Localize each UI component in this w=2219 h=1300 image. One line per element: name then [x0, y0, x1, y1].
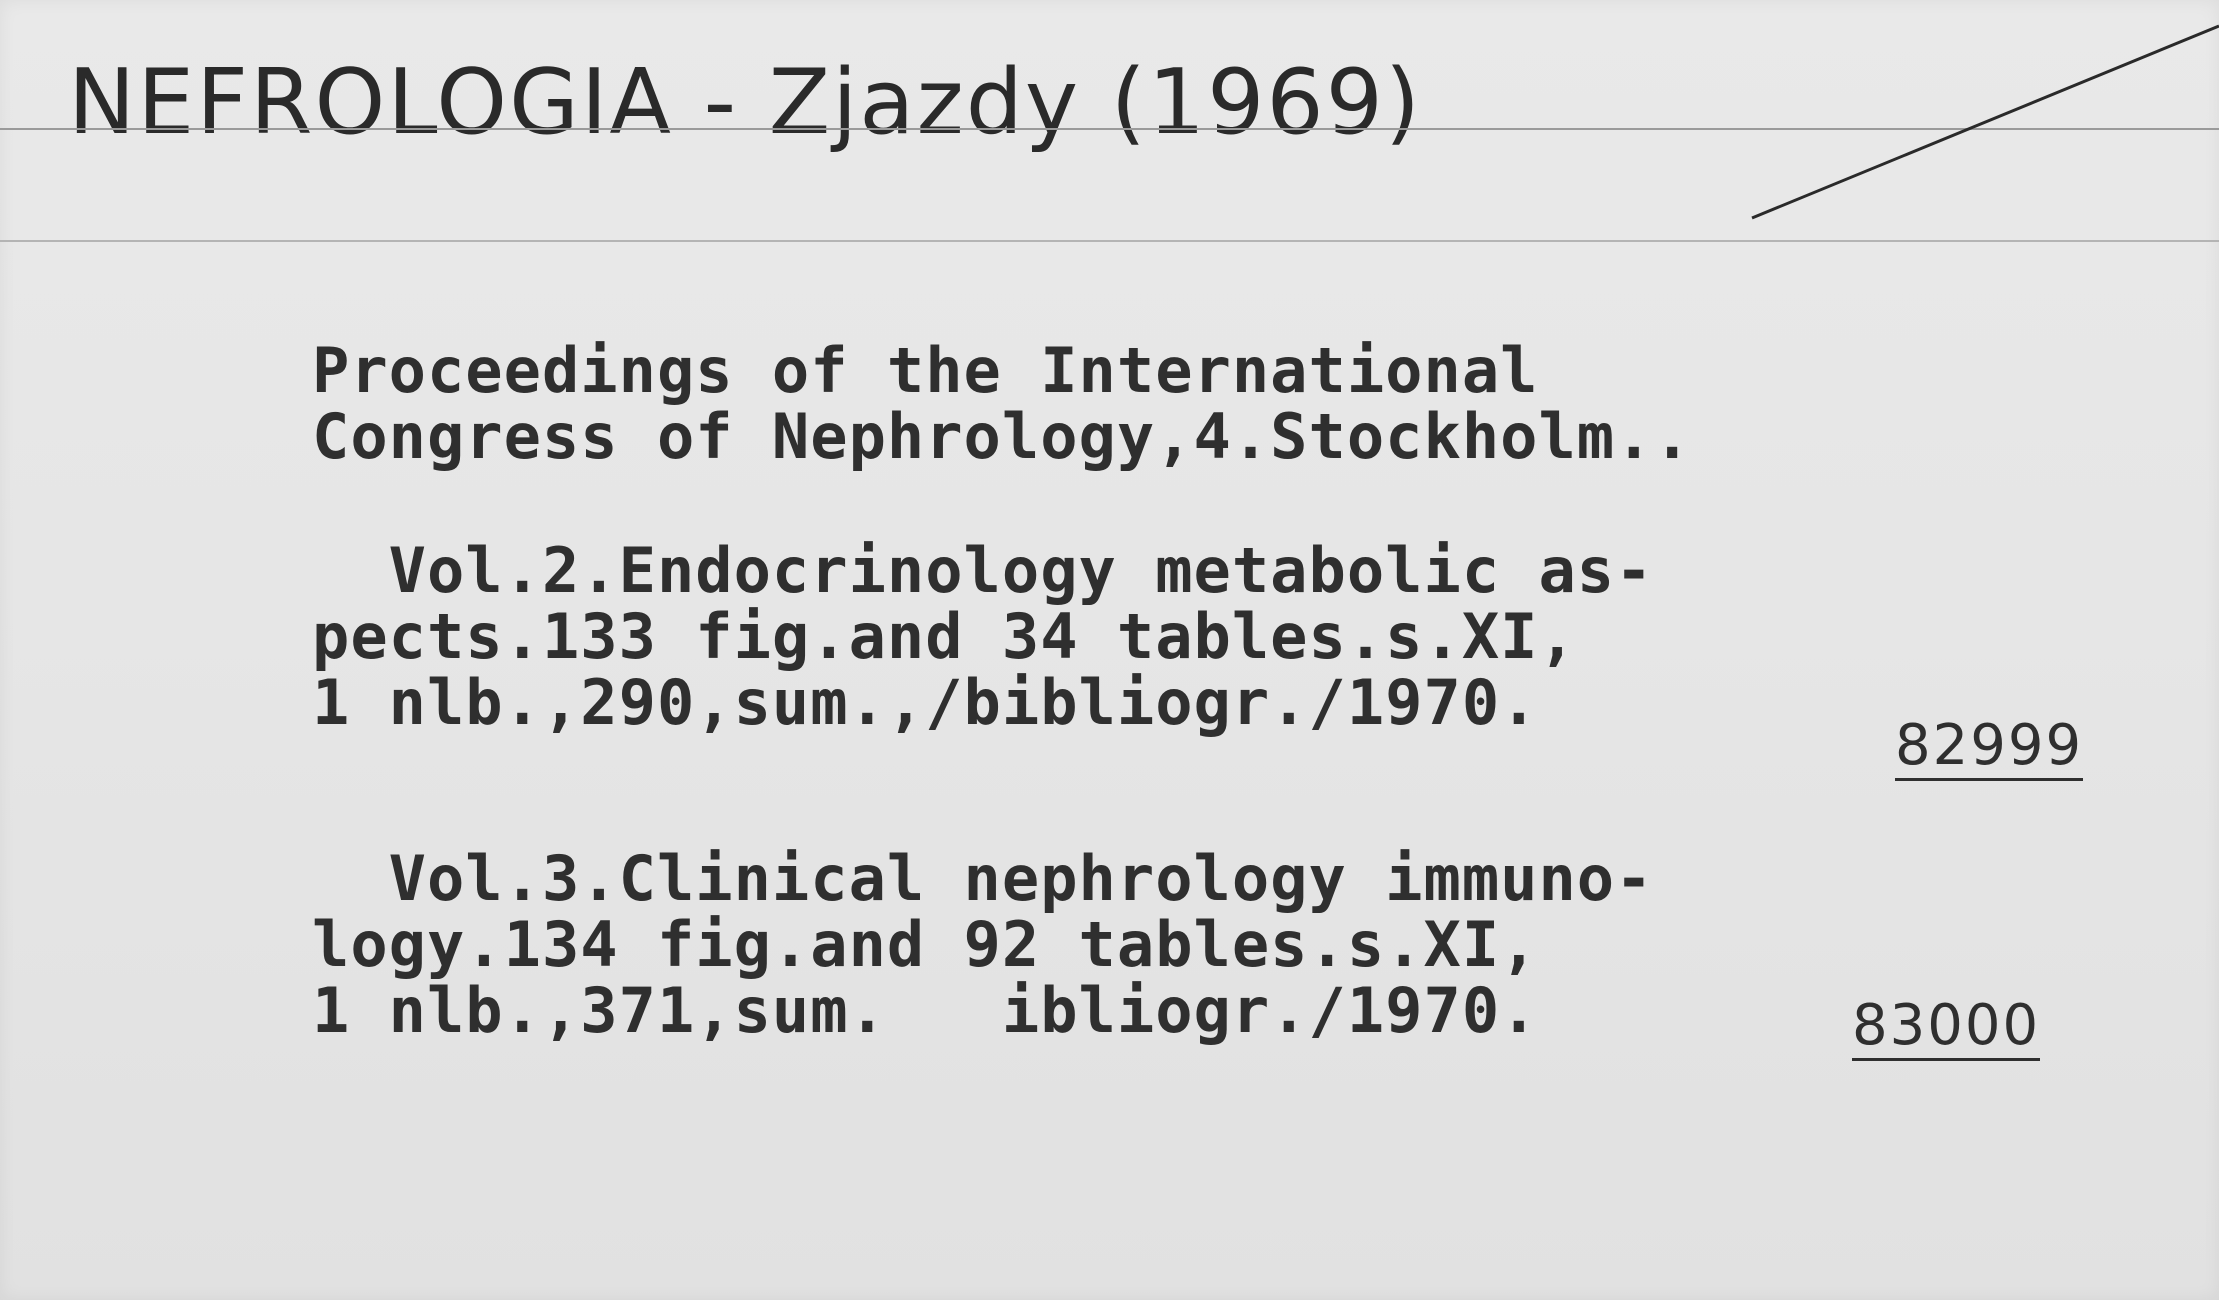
title-line: Congress of Nephrology,4.Stockholm.. [312, 400, 1692, 473]
volume-entry [312, 534, 1654, 739]
volume-entry [312, 842, 1654, 1047]
shelf-number: 82999 [1895, 716, 2083, 781]
title-block [312, 334, 1692, 473]
volume-line: pects.133 fig.and 34 tables.s.XI, [312, 600, 1577, 673]
shelf-number: 83000 [1852, 996, 2040, 1061]
card-heading: NEFROLOGIA - Zjazdy (1969) [68, 50, 1422, 155]
volume-line: 1 nlb.,371,sum. ibliogr./1970. [312, 974, 1539, 1047]
title-line: Proceedings of the International [312, 334, 1539, 407]
volume-line: logy.134 fig.and 92 tables.s.XI, [312, 908, 1539, 981]
volume-line: 1 nlb.,290,sum.,/bibliogr./1970. [312, 666, 1539, 739]
volume-line: Vol.3.Clinical nephrology immuno- [312, 842, 1654, 915]
volume-line: Vol.2.Endocrinology metabolic as- [312, 534, 1654, 607]
